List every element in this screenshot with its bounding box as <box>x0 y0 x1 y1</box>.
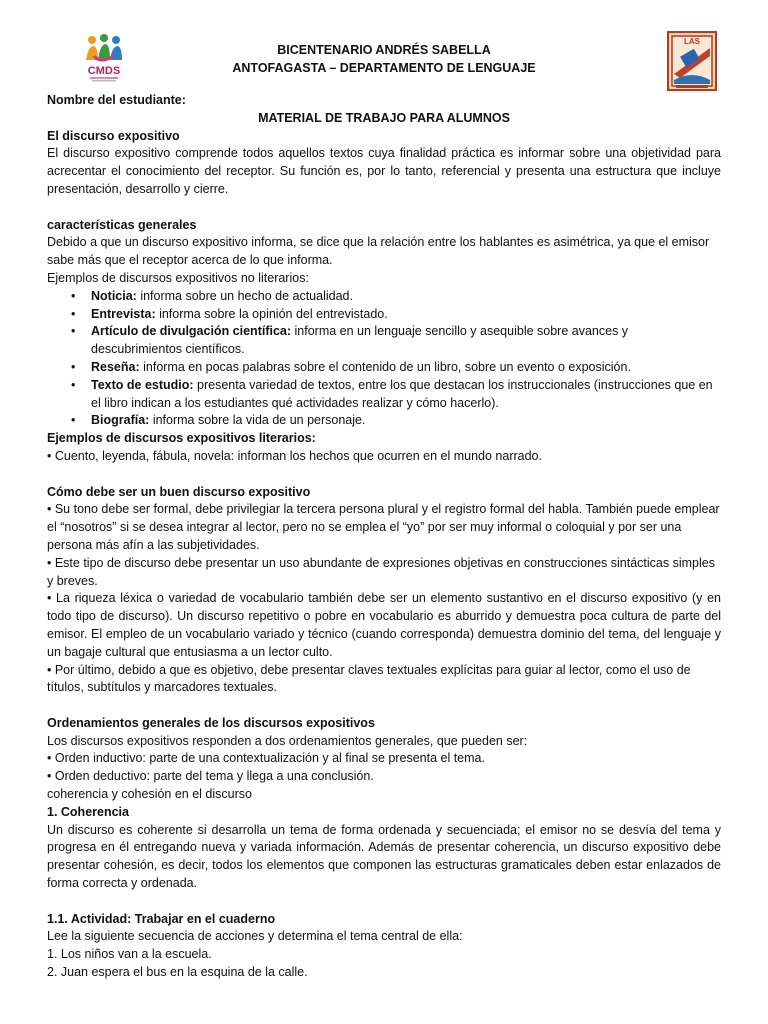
list-item-text: informa en pocas palabras sobre el contenido de un libro, sobre un evento o exposición. <box>139 359 631 374</box>
list-item-term: Biografía: <box>91 413 150 428</box>
activity-item-1: 1. Los niños van a la escuela. <box>47 947 212 962</box>
section-paragraph-intro: El discurso expositivo comprende todos aquellos textos cuya finalidad práctica es informar sobre una objetividad para acrecentar el conocimiento del receptor. Su función es, por lo tanto, referencial y presenta una estructura que incluye presentación, desarrollo y cierre. <box>47 146 721 196</box>
list-item-term: Texto de estudio: <box>91 377 194 392</box>
spacer <box>47 199 721 217</box>
list-item <box>91 323 721 359</box>
list-item-term: Reseña: <box>91 359 140 374</box>
spacer <box>47 893 721 911</box>
coherence-cohesion-line: coherencia y cohesión en el discurso <box>47 787 252 802</box>
ordering-intro: Los discursos expositivos responden a dos ordenamientos generales, que pueden ser: <box>47 733 528 748</box>
literary-examples-text: • Cuento, leyenda, fábula, novela: informan los hechos que ocurren en el mundo narrado. <box>47 448 542 463</box>
section-title-discurso-expositivo: El discurso expositivo <box>47 128 180 143</box>
list-item-text: presenta variedad de textos, entre los que destacan los instruccionales (instrucciones que en el libro indican a los estudiantes qué actividades realizar y cómo hacerlo). <box>91 377 713 410</box>
list-item-text: informa en un lenguaje sencillo y asequible sobre avances y descubrimientos científicos. <box>91 324 629 357</box>
svg-text:LAS: LAS <box>684 37 700 46</box>
list-item-text: informa sobre un hecho de actualidad. <box>136 288 353 303</box>
list-item <box>91 306 721 324</box>
list-item-text: informa sobre la vida de un personaje. <box>149 413 366 428</box>
spacer <box>47 466 721 484</box>
list-item-text: informa sobre la opinión del entrevistado. <box>155 306 388 321</box>
ordering-item-deductive: • Orden deductivo: parte del tema y llega a una conclusión. <box>47 769 374 784</box>
activity-item-2: 2. Juan espera el bus en la esquina de la calle. <box>47 965 308 980</box>
cmds-logo <box>80 34 128 84</box>
list-item <box>91 377 721 413</box>
student-name-label: Nombre del estudiante: <box>47 93 186 107</box>
list-item-term: Entrevista: <box>91 306 156 321</box>
list-item-term: Noticia: <box>91 288 137 303</box>
section-title-coherencia: 1. Coherencia <box>47 804 129 819</box>
activity-instructions: Lee la siguiente secuencia de acciones y determina el tema central de ella: <box>47 929 463 944</box>
list-item <box>91 288 721 306</box>
material-title: MATERIAL DE TRABAJO PARA ALUMNOS <box>258 110 510 125</box>
section-title-ordenamientos: Ordenamientos generales de los discursos expositivos <box>47 715 375 730</box>
good-discourse-point-3: • La riqueza léxica o variedad de vocabulario también debe ser un elemento sustantivo en el discurso expositivo (y en todo tipo de discurso). Un discurso repetitivo o pobre en vocabulario es aburrido y demuestra poca cultura de parte del emisor. El empleo de un vocabulario variado y técnico (cuando corresponda) demuestra dominio del tema, del lenguaje y un bagaje cultural que entusiasma a un lector culto. <box>47 591 721 659</box>
list-item <box>91 412 721 430</box>
section-title-caracteristicas: características generales <box>47 217 197 232</box>
good-discourse-point-1: • Su tono debe ser formal, debe privilegiar la tercera persona plural y el registro formal del habla. También puede emplear el “nosotros” si se desea integrar al lector, pero no se emplea el “yo” por ser muy informal o coloquial y por ser una persona más afín a las subjetividades. <box>47 502 720 552</box>
list-item-term: Artículo de divulgación científica: <box>91 324 292 339</box>
document-body <box>47 92 721 982</box>
literary-examples-heading: Ejemplos de discursos expositivos literarios: <box>47 431 316 446</box>
svg-text:CMDS: CMDS <box>87 65 121 77</box>
good-discourse-point-4: • Por último, debido a que es objetivo, debe presentar claves textuales explícitas para guiar al lector, como el uso de títulos, subtítulos y marcadores textuales. <box>47 662 691 695</box>
good-discourse-point-2: • Este tipo de discurso debe presentar un uso abundante de expresiones objetivas en construcciones sintácticas simples y breves. <box>47 555 715 588</box>
nonliterary-examples-heading: Ejemplos de discursos expositivos no literarios: <box>47 270 309 285</box>
section-title-buen-discurso: Cómo debe ser un buen discurso expositivo <box>47 484 311 499</box>
nonliterary-examples-list <box>47 288 721 430</box>
section-paragraph-caracteristicas: Debido a que un discurso expositivo informa, se dice que la relación entre los hablantes es asimétrica, ya que el emisor sabe más que el receptor acerca de lo que informa. <box>47 235 710 268</box>
coherence-paragraph: Un discurso es coherente si desarrolla un tema de forma ordenada y secuenciada; el emisor no se desvía del tema y progresa en él entregando nueva y variada información. Además de presentar coherencia, un discurso expositivo debe presentar cohesión, es decir, todos los elementos que componen las estructuras gramaticales deben estar enlazados de forma correcta y ordenada. <box>47 822 721 891</box>
school-name-heading: BICENTENARIO ANDRÉS SABELLA <box>277 43 491 57</box>
ordering-item-inductive: • Orden inductivo: parte de una contextualización y al final se presenta el tema. <box>47 751 485 766</box>
list-item <box>91 359 721 377</box>
spacer <box>47 697 721 715</box>
activity-title: 1.1. Actividad: Trabajar en el cuaderno <box>47 911 276 926</box>
department-heading: ANTOFAGASTA – DEPARTAMENTO DE LENGUAJE <box>232 61 536 75</box>
cmds-people-icon <box>80 34 128 84</box>
